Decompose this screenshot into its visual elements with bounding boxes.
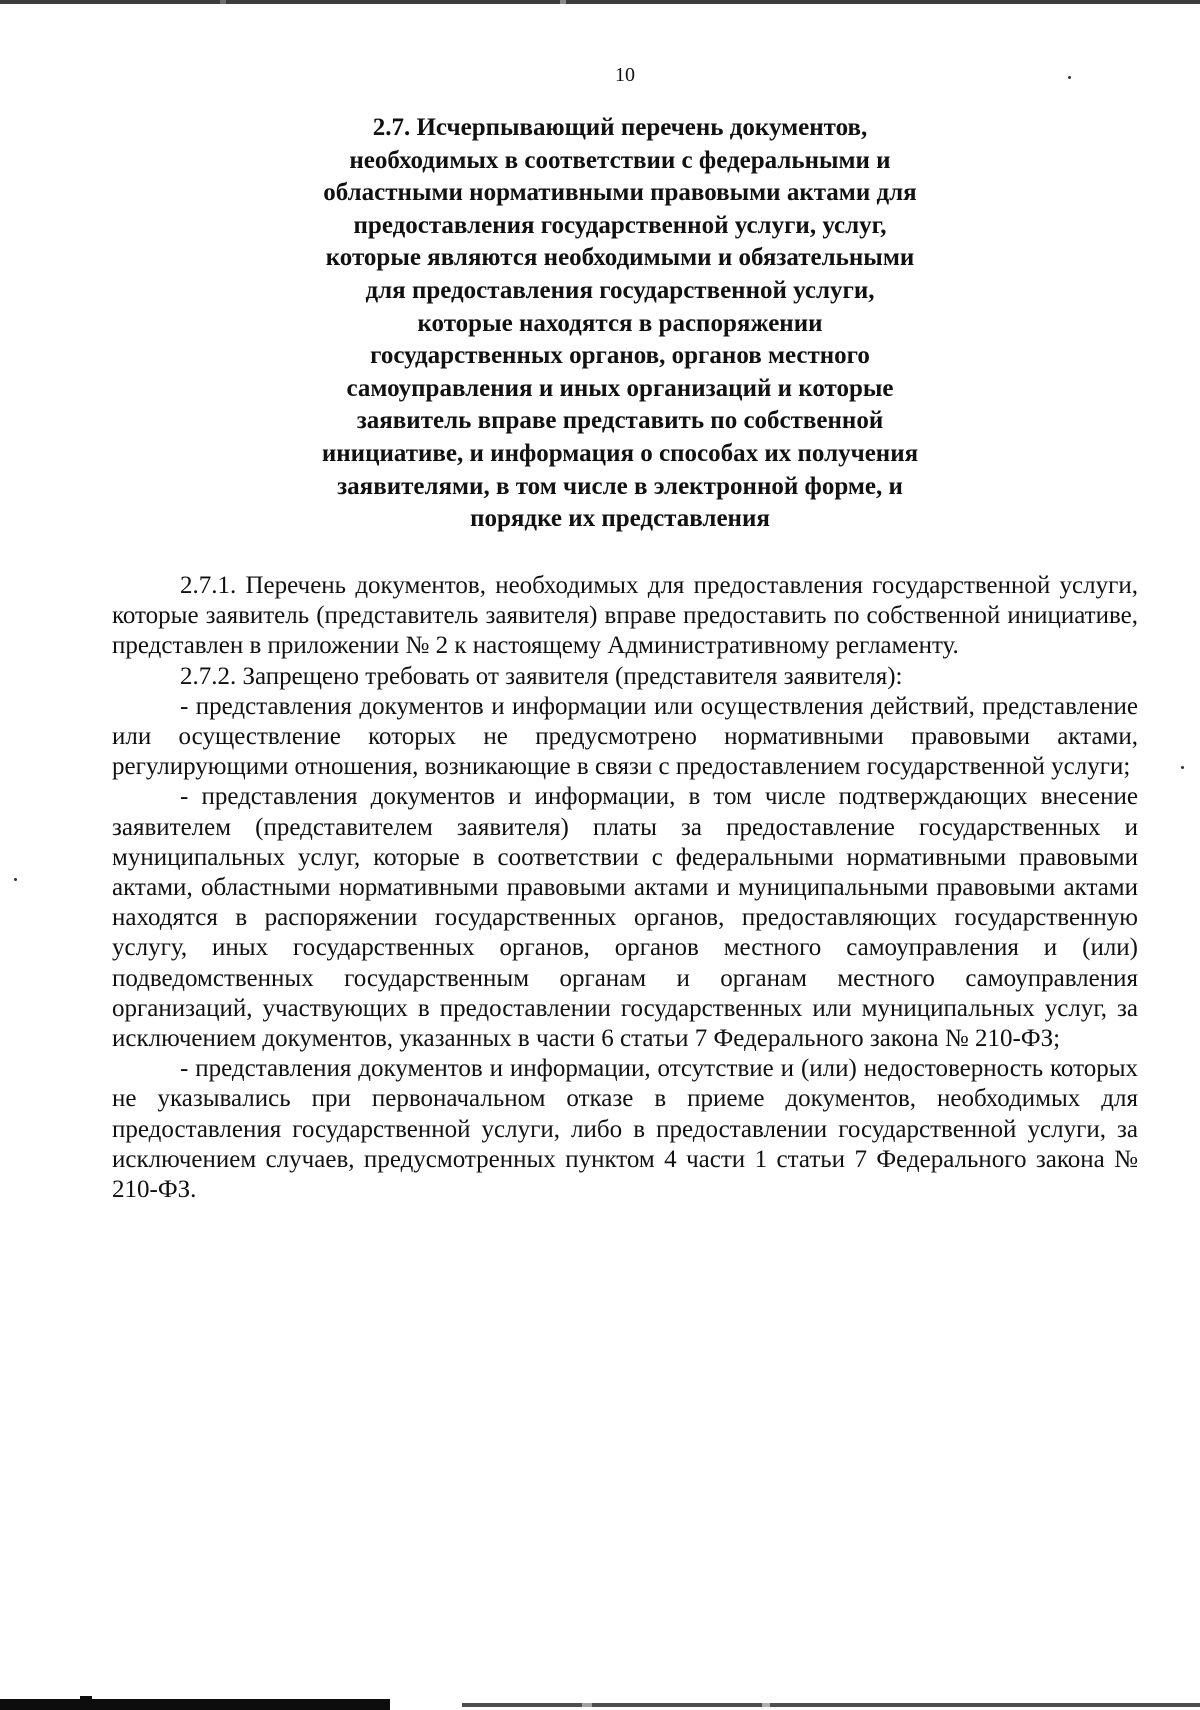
- heading-line: предоставления государственной услуги, услуг,: [353, 211, 887, 239]
- list-item-prohibited-3: - представления документов и информации, отсутствие и (или) недостоверность которых не указывались при первоначальном отказе в приеме документов, необходимых для предоставления государственной услуги, либо в предоставлении государственной услуги, за исключением случаев, предусмотренных пунктом 4 части 1 статьи 7 Федерального закона № 210-ФЗ.: [112, 1055, 1138, 1204]
- heading-line: областными нормативными правовыми актами для: [323, 179, 917, 207]
- heading-line: государственных органов, органов местного: [370, 342, 870, 370]
- heading-line: самоуправления и иных организаций и которые: [346, 374, 894, 402]
- list-item-prohibited-2: - представления документов и информации, в том числе подтверждающих внесение заявителем (представителем заявителя) платы за предоставление государственных и муниципальных услуг, которые в соответствии с федеральными нормативными правовыми актами, областными нормативными правовыми актами и муниципальными правовыми актами находятся в распоряжении государственных органов, предоставляющих государственную услугу, иных государственных органов, органов местного самоуправления и (или) подведомственных государственным органам и органам местного самоуправления организаций, участвующих в предоставлении государственных или муниципальных услуг, за исключением документов, указанных в части 6 статьи 7 Федерального закона № 210-ФЗ;: [112, 783, 1138, 1053]
- heading-line: 2.7. Исчерпывающий перечень документов,: [372, 114, 868, 141]
- scan-edge-top: [0, 0, 1200, 4]
- list-item-prohibited-1: - представления документов и информации или осуществления действий, представление или осуществление которых не предусмотрено нормативными правовыми актами, регулирующими отношения, возникающие в связи с предоставлением государственной услуги;: [112, 692, 1138, 781]
- scan-edge-bottom: [462, 1703, 1200, 1707]
- heading-line: для предоставления государственной услуги,: [365, 276, 875, 304]
- heading-line: которые находятся в распоряжении: [417, 309, 823, 337]
- scan-speck: [1181, 766, 1184, 769]
- scan-edge-bottom: [80, 1696, 92, 1710]
- heading-line: заявитель вправе представить по собственной: [356, 407, 884, 435]
- paragraph-2-7-1: 2.7.1. Перечень документов, необходимых для предоставления государственной услуги, которые заявитель (представитель заявителя) вправе предоставить по собственной инициативе, представлен в приложении № 2 к настоящему Административному регламенту.: [112, 572, 1138, 660]
- heading-line: необходимых в соответствии с федеральными и: [349, 146, 891, 174]
- paragraph-2-7-2: 2.7.2. Запрещено требовать от заявителя (представителя заявителя):: [180, 662, 903, 690]
- heading-line: которые являются необходимыми и обязательными: [325, 244, 915, 272]
- scan-edge-bottom: [0, 1699, 390, 1710]
- document-body: [112, 571, 1138, 1205]
- heading-line: заявителями, в том числе в электронной форме, и: [337, 472, 903, 500]
- section-heading: [210, 112, 1030, 536]
- scan-speck: [14, 878, 17, 881]
- heading-line: инициативе, и информация о способах их получения: [321, 439, 919, 467]
- page-number: 10: [615, 64, 635, 86]
- heading-line: порядке их представления: [470, 505, 770, 533]
